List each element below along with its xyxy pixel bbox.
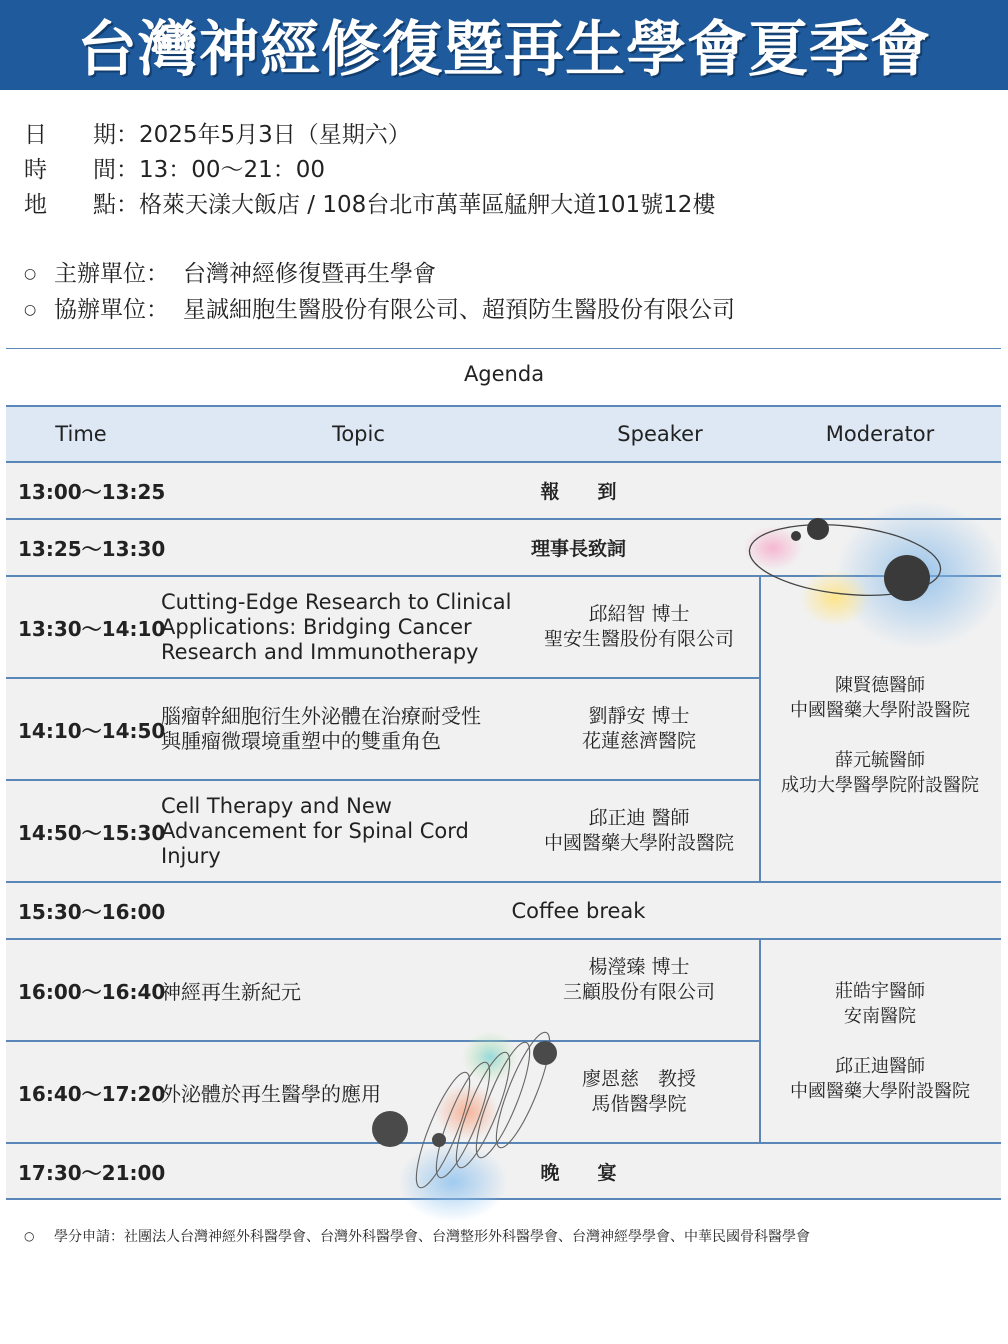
coffee-break-label: Coffee break	[511, 898, 646, 923]
agenda-table	[6, 405, 1001, 1200]
header-topic: Topic	[332, 421, 385, 446]
venue-value: 格萊天漾大飯店 / 108台北市萬華區艋舺大道101號12樓	[139, 192, 716, 218]
row-time: 13:00～13:25	[18, 480, 166, 504]
speaker-affiliation: 三顧股份有限公司	[562, 981, 715, 1003]
moderator-cell	[759, 576, 1001, 882]
host-value: 台灣神經修復暨再生學會	[183, 261, 436, 287]
topic-line: Applications: Bridging Cancer	[161, 614, 472, 639]
organizers	[24, 256, 735, 328]
credit-text: 學分申請：社團法人台灣神經外科醫學會、台灣外科醫學會、台灣整形外科醫學會、台灣神經學學會、中華民國骨科醫學會	[54, 1229, 810, 1245]
topic-cell	[6, 678, 561, 780]
credit-footnote	[24, 1226, 810, 1246]
moderator-name: 莊皓宇醫師	[835, 980, 925, 1002]
moderator-name: 邱正迪醫師	[835, 1055, 925, 1077]
speaker-cell	[529, 780, 749, 882]
topic-line: 與腫瘤微環境重塑中的雙重角色	[161, 729, 441, 753]
speaker-name: 邱紹智 博士	[588, 603, 690, 625]
row-time: 17:30～21:00	[18, 1161, 166, 1185]
moderator-name: 陳賢德醫師	[835, 674, 925, 696]
host-row	[24, 256, 735, 292]
row-time: 14:10～14:50	[18, 718, 166, 743]
date-label: 日 期：	[24, 122, 139, 148]
moderator-affiliation: 安南醫院	[844, 1005, 916, 1027]
topic-line: Cutting-Edge Research to Clinical	[161, 589, 512, 614]
speaker-cell	[529, 576, 749, 678]
speaker-cell	[529, 929, 749, 1031]
topic-cell	[6, 576, 561, 678]
event-info	[24, 118, 715, 223]
speaker-name: 劉靜安 博士	[588, 705, 690, 727]
time-value: 13：00～21：00	[139, 157, 326, 183]
time-label: 時 間：	[24, 157, 139, 183]
moderator-name: 薛元毓醫師	[835, 749, 925, 771]
speaker-affiliation: 中國醫藥大學附設醫院	[543, 832, 734, 854]
speaker-name: 楊瀅臻 博士	[588, 956, 690, 978]
topic-cell	[6, 1041, 561, 1143]
moderator-affiliation: 中國醫藥大學附設醫院	[790, 699, 970, 721]
moderator-cell	[759, 939, 1001, 1143]
date-row	[24, 118, 715, 153]
row-time: 13:25～13:30	[18, 537, 166, 561]
time-row	[24, 153, 715, 188]
co-organizer-label: 協辦單位：	[54, 297, 169, 323]
topic-line: 神經再生新紀元	[161, 979, 301, 1004]
topic-line: Research and Immunotherapy	[161, 639, 479, 664]
row-time: 14:50～15:30	[18, 820, 166, 845]
topic-line: Advancement for Spinal Cord	[161, 818, 469, 843]
divider	[6, 348, 1001, 349]
dinner-label: 晚 宴	[540, 1162, 617, 1184]
venue-row	[24, 188, 715, 223]
speaker-cell	[529, 1041, 749, 1143]
header-moderator: Moderator	[825, 421, 935, 446]
moderator-affiliation: 成功大學醫學院附設醫院	[781, 774, 979, 796]
rule	[6, 405, 1001, 407]
row-time: 15:30～16:00	[18, 900, 166, 924]
topic-line: Cell Therapy and New	[161, 793, 392, 818]
bullet-icon: ○	[24, 1229, 35, 1243]
row-time: 16:40～17:20	[18, 1081, 166, 1106]
title-bar	[0, 0, 1008, 90]
speaker-affiliation: 花蓮慈濟醫院	[581, 730, 696, 752]
row-time: 16:00～16:40	[18, 979, 166, 1004]
header-speaker: Speaker	[617, 421, 703, 446]
topic-cell	[6, 939, 561, 1041]
agenda-title: Agenda	[463, 362, 545, 386]
speaker-name: 廖恩慈 教授	[581, 1068, 696, 1090]
date-value: 2025年5月3日（星期六）	[139, 122, 411, 148]
venue-label: 地 點：	[24, 192, 139, 218]
page-title: 台灣神經修復暨再生學會夏季會	[77, 15, 931, 85]
bullet-icon: ○	[24, 302, 37, 318]
moderator-affiliation: 中國醫藥大學附設醫院	[790, 1080, 970, 1102]
speaker-cell	[529, 678, 749, 780]
co-organizer-row	[24, 292, 735, 328]
speaker-affiliation: 聖安生醫股份有限公司	[543, 628, 734, 650]
bullet-icon: ○	[24, 266, 37, 282]
host-label: 主辦單位：	[54, 261, 169, 287]
co-organizer-value: 星誠細胞生醫股份有限公司、超預防生醫股份有限公司	[183, 297, 735, 323]
registration-label: 報 到	[540, 481, 617, 503]
speaker-affiliation: 馬偕醫學院	[591, 1093, 687, 1115]
row-time: 13:30～14:10	[18, 616, 166, 641]
topic-line: 腦瘤幹細胞衍生外泌體在治療耐受性	[161, 704, 481, 728]
topic-line: 外泌體於再生醫學的應用	[161, 1081, 381, 1106]
speaker-name: 邱正迪 醫師	[588, 807, 690, 829]
topic-line: Injury	[161, 843, 221, 868]
opening-remarks-label: 理事長致詞	[530, 538, 626, 560]
topic-cell	[6, 780, 561, 882]
header-time: Time	[55, 421, 107, 446]
